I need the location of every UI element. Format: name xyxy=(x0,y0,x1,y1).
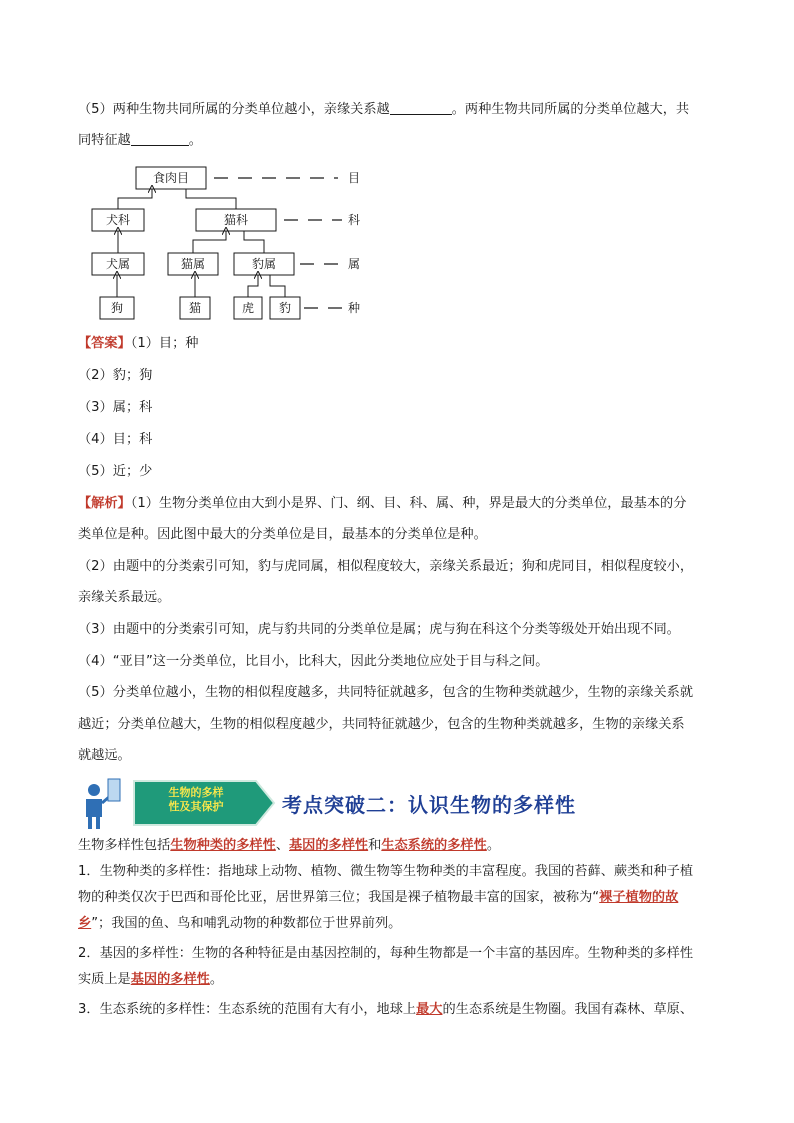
body-text: 、 xyxy=(275,838,289,853)
body-text: 3．生态系统的多样性：生态系统的范围有大有小，地球上 xyxy=(78,1002,417,1017)
arrow-catfamily-order xyxy=(186,189,236,209)
answer-label: 【答案】 xyxy=(78,336,131,351)
answer-blank xyxy=(131,131,189,146)
body-line: 1．生物种类的多样性：指地球上动物、植物、微生物等生物种类的丰富程度。我国的苔藓、蕨类和种子植 xyxy=(78,864,694,879)
answer-line-3: （3）属；科 xyxy=(78,400,153,415)
label-family-cat: 猫科 xyxy=(223,213,249,227)
arrow-dogfamily-order xyxy=(118,189,152,209)
analysis-line-6: （4）“亚目”这一分类单位，比目小，比科大，因此分类地位应处于目与科之间。 xyxy=(78,654,549,669)
question-5-line-2 xyxy=(78,131,728,151)
keyword: 生态系统的多样性 xyxy=(381,838,487,853)
body-text: 实质上是 xyxy=(78,972,131,987)
question-5-line-1 xyxy=(78,100,728,120)
question-text: （5）两种生物共同所属的分类单位越小，亲缘关系越 xyxy=(78,102,390,117)
analysis-text: （1）生物分类单位由大到小是界、门、纲、目、科、属、种，界是最大的分类单位，最基本的分 xyxy=(130,496,687,511)
keyword: 裸子植物的故 xyxy=(599,890,679,905)
section-tag-label xyxy=(150,786,242,814)
label-species-tiger: 虎 xyxy=(241,301,255,315)
analysis-line-7: （5）分类单位越小，生物的相似程度越多，共同特征就越多，包含的生物种类就越少，生物的亲缘关系就 xyxy=(78,685,694,700)
analysis-line-9: 就越远。 xyxy=(78,748,131,763)
body-text: ”；我国的鱼、鸟和哺乳动物的种数都位于世界前列。 xyxy=(91,916,402,931)
keyword: 最大 xyxy=(416,1002,443,1017)
level-species: 种 xyxy=(348,301,361,315)
analysis-line-1 xyxy=(78,494,728,514)
section-title: 考点突破二：认识生物的多样性 xyxy=(282,793,576,817)
arrow-leopard-genus xyxy=(270,275,285,297)
answer-line-2: （2）豹；狗 xyxy=(78,368,153,383)
body-text: 和 xyxy=(368,838,382,853)
answer-line-4: （4）目；科 xyxy=(78,432,153,447)
question-text: 。两种生物共同所属的分类单位越大，共 xyxy=(451,102,690,117)
label-species-leopard: 豹 xyxy=(278,301,292,315)
body-line xyxy=(78,970,728,990)
label-species-cat: 猫 xyxy=(188,301,202,315)
body-line xyxy=(78,888,728,908)
level-genus: 属 xyxy=(348,257,361,271)
label-family-dog: 犬科 xyxy=(105,213,131,227)
arrow-leopardgenus-family xyxy=(244,231,264,253)
body-text: 。 xyxy=(209,972,224,987)
answer-line-5: （5）近；少 xyxy=(78,464,153,479)
question-text: 。 xyxy=(188,133,202,148)
analysis-line-8: 越近；分类单位越大，生物的相似程度越少，共同特征就越少，包含的生物种类就越多，生物的亲缘关系 xyxy=(78,717,685,732)
answer-blank xyxy=(390,100,452,115)
keyword: 基因的多样性 xyxy=(130,972,210,987)
label-species-dog: 狗 xyxy=(110,301,124,315)
answer-line-1 xyxy=(78,334,728,354)
body-text: 生物多样性包括 xyxy=(78,838,171,853)
board-icon xyxy=(108,779,120,801)
body-text: 。 xyxy=(486,838,500,853)
label-order: 食肉目 xyxy=(152,171,190,185)
level-family: 科 xyxy=(348,213,361,227)
analysis-line-3: （2）由题中的分类索引可知，豹与虎同属，相似程度较大，亲缘关系最近；狗和虎同目，相似程度较小， xyxy=(78,559,694,574)
arrow-catgenus-family xyxy=(193,231,226,253)
question-text: 同特征越 xyxy=(78,133,131,148)
label-genus-leopard: 豹属 xyxy=(251,257,277,271)
classification-diagram xyxy=(86,160,386,330)
analysis-line-5: （3）由题中的分类索引可知，虎与豹共同的分类单位是属；虎与狗在科这个分类等级处开始出现不同。 xyxy=(78,622,680,637)
body-line xyxy=(78,1000,728,1020)
body-text: 的生态系统是生物圈。我国有森林、草原、 xyxy=(442,1002,694,1017)
label-genus-cat: 猫属 xyxy=(180,257,206,271)
label-genus-dog: 犬属 xyxy=(105,257,131,271)
level-order: 目 xyxy=(348,171,361,185)
body-text: 物的种类仅次于巴西和哥伦比亚，居世界第三位；我国是裸子植物最丰富的国家，被称为“ xyxy=(78,890,600,905)
body-intro xyxy=(78,836,728,856)
tag-line-1: 生物的多样 xyxy=(168,786,224,799)
arrow-tiger-genus xyxy=(248,275,258,297)
keyword: 生物种类的多样性 xyxy=(170,838,276,853)
analysis-line-4: 亲缘关系最远。 xyxy=(78,590,171,605)
keyword: 乡 xyxy=(78,916,92,931)
keyword: 基因的多样性 xyxy=(289,838,369,853)
answer-item: （1）目；种 xyxy=(130,336,199,351)
analysis-label: 【解析】 xyxy=(78,496,131,511)
body-line xyxy=(78,914,728,934)
analysis-line-2: 类单位是种。因此图中最大的分类单位是目，最基本的分类单位是种。 xyxy=(78,527,487,542)
tag-line-2: 性及其保护 xyxy=(168,800,224,813)
body-line: 2．基因的多样性：生物的各种特征是由基因控制的，每种生物都是一个丰富的基因库。生物种类的多样性 xyxy=(78,946,694,961)
